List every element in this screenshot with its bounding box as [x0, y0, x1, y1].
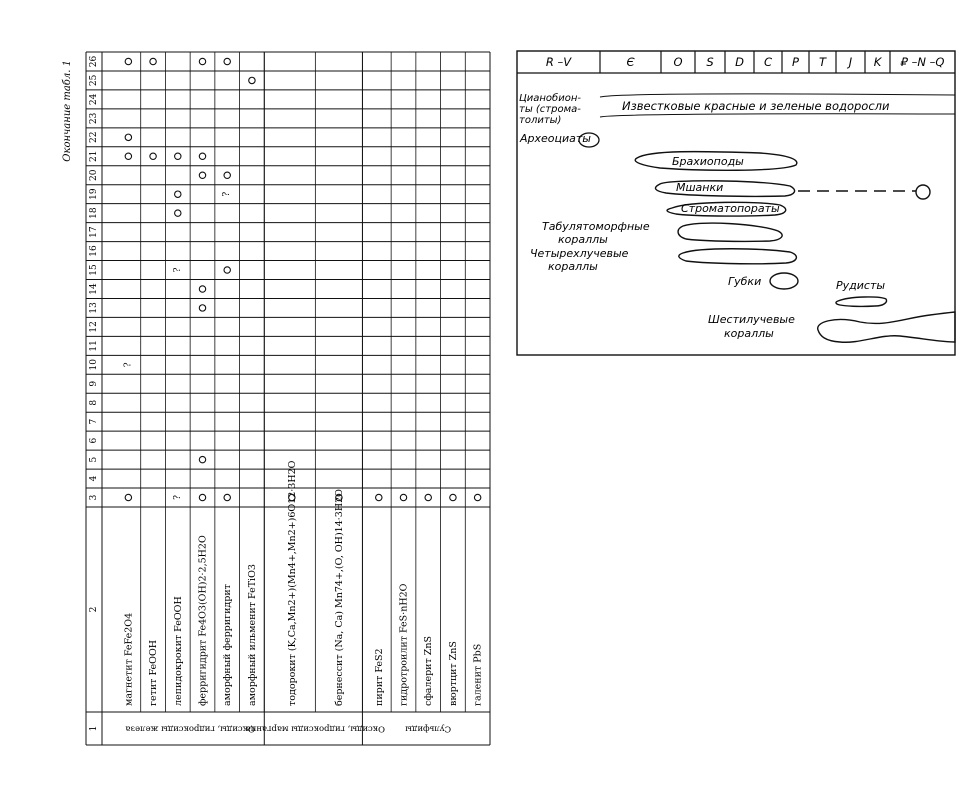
mineral-name: лепидокрокит FeOOH: [172, 596, 184, 706]
mineral-name: сфалерит ZnS: [423, 636, 435, 706]
mineral-name: бернессит (Na, Ca) Mn74+,(O, OH)14·3H2O: [333, 489, 345, 706]
mineral-name: тодорокит (K,Ca,Mn2+)(Mn4+,Mn2+)6O12·3H2O: [286, 460, 298, 706]
group-label: Оксиды, гидроксиды железа: [125, 723, 255, 734]
column-number: 20: [89, 169, 99, 181]
mineral-name: галенит PbS: [472, 643, 484, 706]
mineral-name: аморфный ильменит FeTiO3: [246, 564, 258, 706]
column-number: 9: [89, 380, 99, 387]
column-number: 25: [89, 74, 99, 87]
column-number: 21: [89, 150, 99, 162]
period-label: S: [706, 55, 714, 69]
hexacorals-label-2: кораллы: [724, 327, 774, 340]
mineral-name: пирит FeS2: [373, 648, 385, 706]
column-number: 7: [89, 418, 99, 425]
tabulata-label-1: Табулятоморфные: [542, 220, 650, 233]
brachiopods-label: Брахиоподы: [672, 155, 744, 168]
archaeocyatha-label: Археоциаты: [520, 132, 591, 145]
stromatoporoids-label: Строматопораты: [681, 202, 780, 215]
uncertain-mark: ?: [123, 362, 134, 368]
column-number: 4: [89, 475, 99, 482]
bryozoa-label: Мшанки: [676, 181, 724, 194]
uncertain-mark: ?: [172, 495, 183, 500]
algae-band-top: [600, 94, 955, 97]
column-number: 13: [89, 302, 99, 314]
column-number: 16: [89, 245, 99, 257]
mineral-name: гидротроилит FeS·nH2O: [398, 583, 410, 706]
period-label: K: [873, 55, 882, 69]
column-number: 8: [89, 399, 99, 406]
column-number: 23: [89, 112, 99, 125]
cyano-label-3: толиты): [519, 115, 562, 126]
mineral-name: магнетит FeFe2O4: [123, 612, 135, 706]
column-number: 2: [89, 606, 99, 613]
rugosa-range: [679, 249, 797, 264]
column-number: 5: [89, 456, 99, 463]
period-label: T: [818, 55, 827, 69]
mineral-name: ферригидрит Fe4O3(OH)2·2,5H2O: [197, 535, 209, 706]
period-label: P: [792, 55, 799, 69]
hexacorals-label-1: Шестилучевые: [708, 313, 795, 326]
uncertain-mark: ?: [222, 191, 233, 197]
period-label: Є: [626, 55, 635, 69]
sponges-label: Губки: [728, 275, 762, 288]
column-number: 18: [89, 207, 99, 219]
period-label: J: [848, 55, 853, 69]
column-number: 15: [89, 264, 99, 276]
column-number: 22: [89, 131, 99, 144]
rudists-range: [836, 297, 887, 306]
algae-band-bottom: [600, 114, 955, 117]
period-header: [546, 51, 945, 73]
period-label: O: [673, 55, 683, 69]
hexacorals-range: [818, 312, 955, 342]
column-number: 1: [89, 725, 99, 732]
rugosa-label-1: Четырехлучевые: [530, 247, 629, 260]
column-number: 12: [89, 321, 99, 333]
period-label: C: [763, 55, 773, 69]
column-number: 6: [89, 437, 99, 444]
algae-label: Известковые красные и зеленые водоросли: [622, 99, 890, 113]
cyano-label-1: Цианобион-: [519, 93, 581, 104]
table-caption: Окончание табл. 1: [62, 60, 73, 162]
column-number: 10: [89, 359, 99, 371]
group-label: Сульфиды: [405, 723, 452, 734]
column-number: 3: [89, 494, 99, 501]
period-label: R –V: [545, 55, 572, 69]
group-label: Оксиды, гидроксиды марганца: [245, 723, 386, 734]
rudists-label: Рудисты: [836, 279, 886, 292]
tabulata-range: [678, 223, 782, 241]
column-number: 26: [89, 55, 99, 68]
period-label: ₽ –N –Q: [900, 55, 945, 69]
rugosa-label-2: кораллы: [548, 260, 598, 273]
mineral-name: аморфный ферригидрит: [222, 584, 234, 706]
sponges-range: [770, 273, 798, 289]
tabulata-label-2: кораллы: [558, 233, 608, 246]
column-number: 19: [89, 188, 99, 200]
bryozoa-end-circle: [916, 185, 930, 199]
column-number: 11: [89, 340, 99, 352]
column-number: 24: [89, 93, 99, 106]
cyano-label-2: ты (строма-: [519, 104, 581, 115]
uncertain-mark: ?: [172, 267, 183, 273]
mineral-name: гетит FeOOH: [148, 639, 160, 706]
mineral-name: вюртцит ZnS: [447, 641, 459, 706]
column-number: 14: [89, 283, 99, 295]
column-number: 17: [89, 226, 99, 238]
period-label: D: [735, 55, 744, 69]
